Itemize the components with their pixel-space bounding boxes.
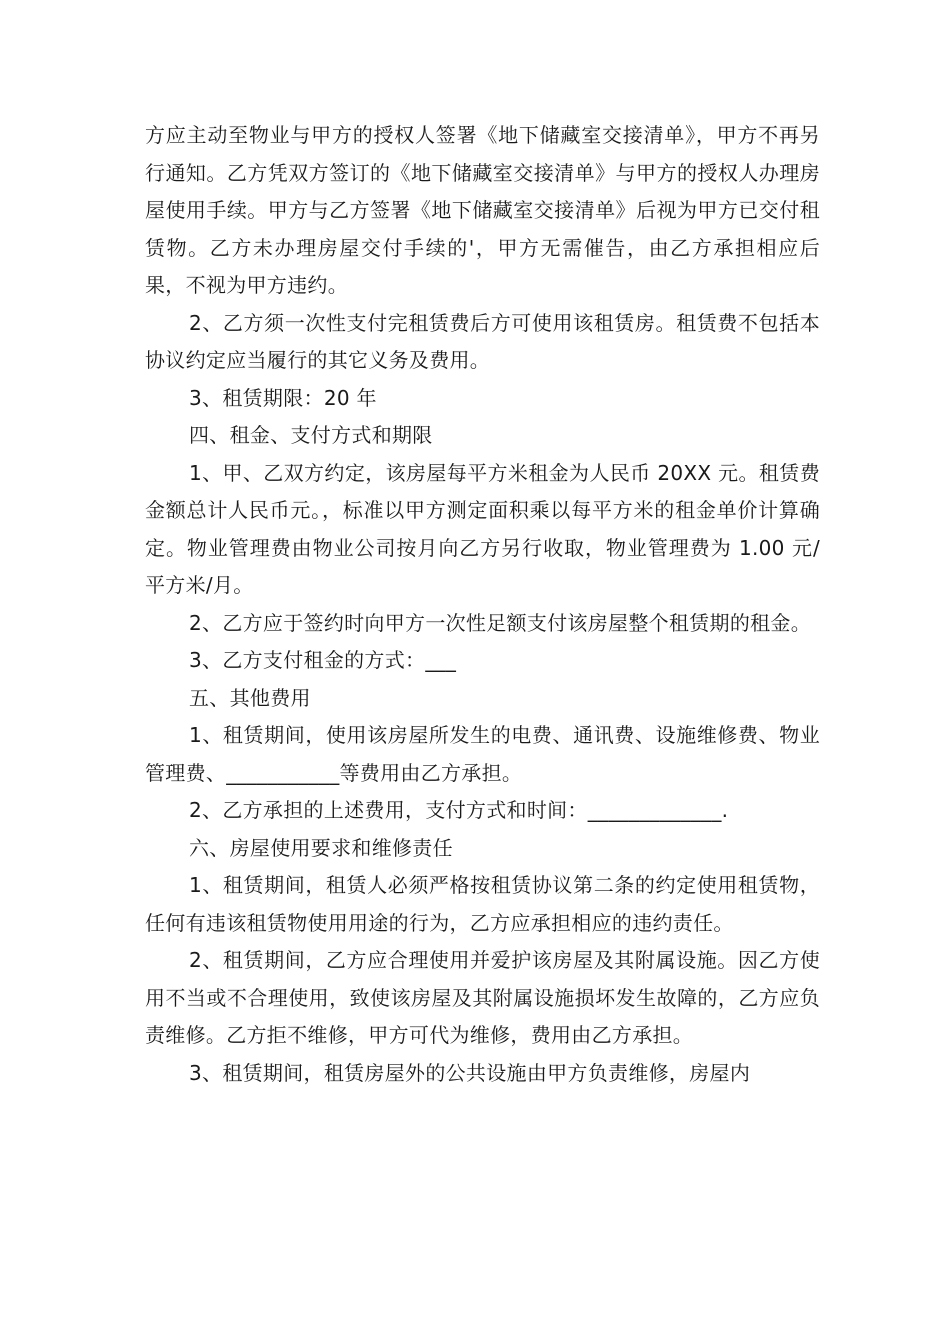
section-heading-usage-maintenance: 六、房屋使用要求和维修责任 xyxy=(189,835,453,860)
paragraph-usage-requirement: 1、租赁期间，租赁人必须严格按租赁协议第二条的约定使用租赁物，任何有违该租赁物使用用途的行为，乙方应承担相应的违约责任。 xyxy=(145,873,820,935)
paragraph-prepayment-clause: 2、乙方须一次性支付完租赁费后方可使用该租赁房。租赁费不包括本协议约定应当履行的其它义务及费用。 xyxy=(145,310,820,372)
paragraph-rent-amount: 1、甲、乙双方约定，该房屋每平方米租金为人民币 20XX 元。租赁费金额总计人民币元。，标准以甲方测定面积乘以每平方米的租金单价计算确定。物业管理费由物业公司按月向乙方另行收取，物业管理费为 1.00 元/平方米/月。 xyxy=(145,460,820,597)
paragraph-payment-method: 3、乙方支付租金的方式：___ xyxy=(189,648,457,672)
document-body xyxy=(145,117,820,1092)
paragraph-rent-payment: 2、乙方应于签约时向甲方一次性足额支付该房屋整个租赁期的租金。 xyxy=(189,610,812,635)
paragraph-maintenance-duty: 2、租赁期间，乙方应合理使用并爱护该房屋及其附属设施。因乙方使用不当或不合理使用，致使该房屋及其附属设施损坏发生故障的，乙方应负责维修。乙方拒不维修，甲方可代为维修，费用由乙方承担。 xyxy=(145,948,820,1047)
section-heading-other-fees: 五、其他费用 xyxy=(189,685,311,710)
paragraph-fees-payment: 2、乙方承担的上述费用，支付方式和时间：_____________. xyxy=(189,798,729,822)
paragraph-continuation: 方应主动至物业与甲方的授权人签署《地下储藏室交接清单》，甲方不再另行通知。乙方凭双方签订的《地下储藏室交接清单》与甲方的授权人办理房屋使用手续。甲方与乙方签署《地下储藏室交接清单》后视为甲方已交付租赁物。乙方未办理房屋交付手续的'，甲方无需催告，由乙方承担相应后果，不视为甲方违约。 xyxy=(145,123,820,297)
paragraph-lease-term: 3、租赁期限：20 年 xyxy=(189,385,377,410)
paragraph-fees-borne: 1、租赁期间，使用该房屋所发生的电费、通讯费、设施维修费、物业管理费、___________等费用由乙方承担。 xyxy=(145,723,820,785)
paragraph-public-facilities: 3、租赁期间，租赁房屋外的公共设施由甲方负责维修，房屋内 xyxy=(189,1060,751,1085)
section-heading-rent: 四、租金、支付方式和期限 xyxy=(189,423,433,447)
